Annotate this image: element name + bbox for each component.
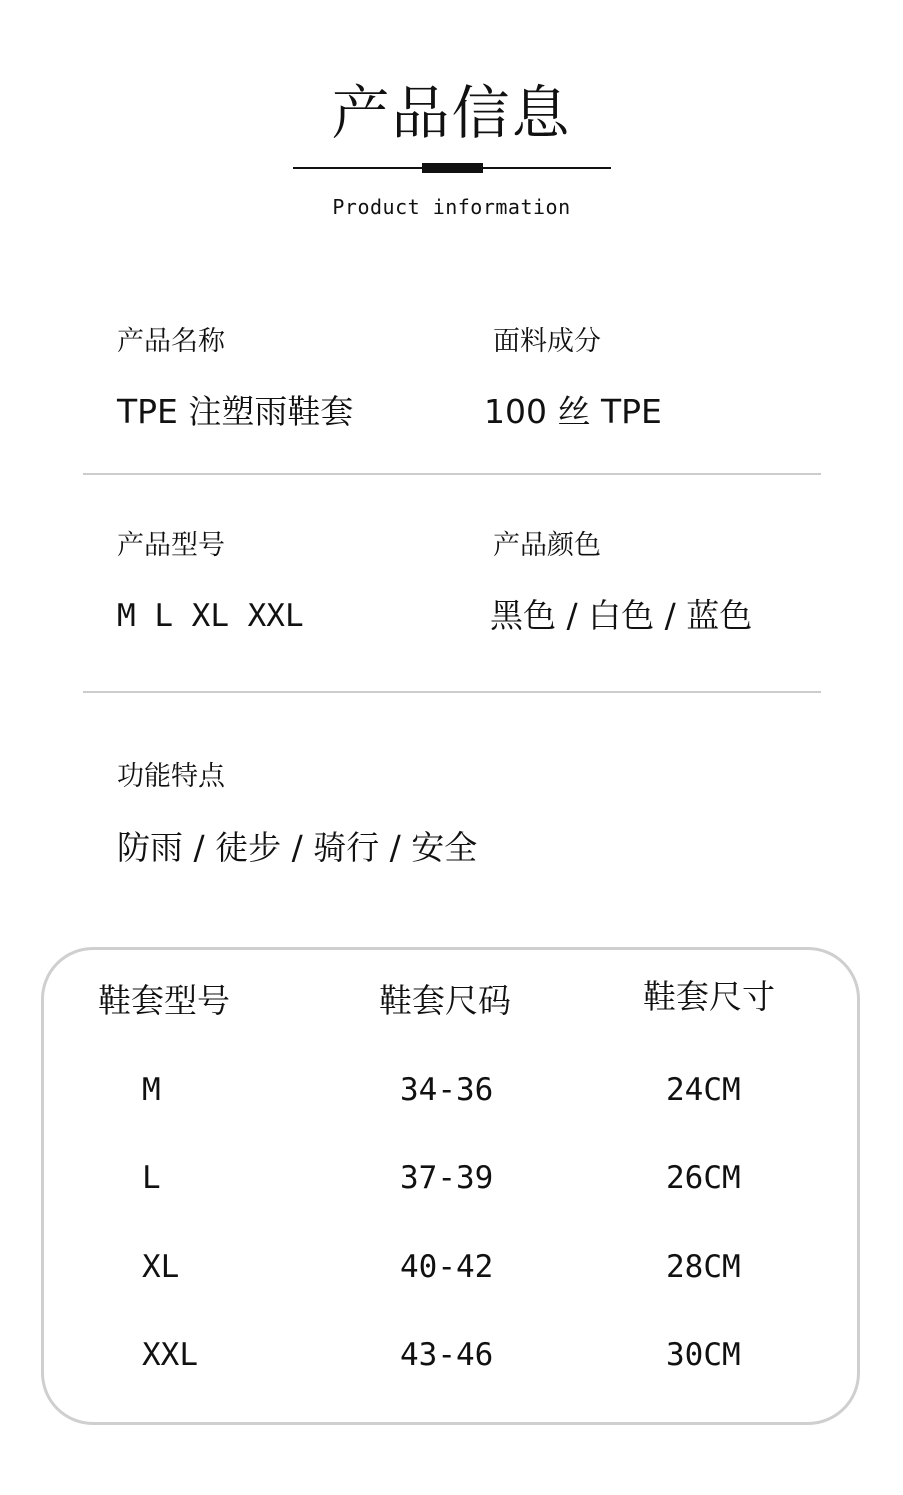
page-title: 产品信息 bbox=[331, 79, 572, 147]
table-cell-length: 28CM bbox=[666, 1249, 741, 1285]
color-value: 黑色 / 白色 / 蓝色 bbox=[490, 596, 753, 635]
table-header-model: 鞋套型号 bbox=[98, 981, 230, 1020]
table-cell-shoe-size: 34-36 bbox=[400, 1072, 494, 1108]
title-divider-accent bbox=[422, 163, 483, 173]
table-cell-model: M bbox=[142, 1072, 161, 1108]
feature-label: 功能特点 bbox=[117, 761, 225, 792]
feature-value: 防雨 / 徒步 / 骑行 / 安全 bbox=[117, 828, 478, 867]
section-divider bbox=[83, 473, 821, 475]
table-cell-model: XXL bbox=[142, 1337, 198, 1373]
material-label: 面料成分 bbox=[493, 326, 601, 357]
table-cell-shoe-size: 37-39 bbox=[400, 1160, 494, 1196]
table-cell-model: XL bbox=[142, 1249, 180, 1285]
section-divider bbox=[83, 691, 821, 693]
material-value: 100 丝 TPE bbox=[484, 392, 662, 431]
table-cell-shoe-size: 40-42 bbox=[400, 1249, 494, 1285]
table-cell-length: 24CM bbox=[666, 1072, 741, 1108]
color-label: 产品颜色 bbox=[493, 530, 601, 561]
table-cell-shoe-size: 43-46 bbox=[400, 1337, 494, 1373]
product-name-value: TPE 注塑雨鞋套 bbox=[117, 392, 354, 431]
product-name-label: 产品名称 bbox=[117, 326, 225, 357]
table-cell-length: 30CM bbox=[666, 1337, 741, 1373]
model-label: 产品型号 bbox=[117, 530, 225, 561]
table-cell-model: L bbox=[142, 1160, 161, 1196]
model-value: M L XL XXL bbox=[117, 598, 304, 634]
table-header-length: 鞋套尺寸 bbox=[643, 977, 775, 1016]
table-header-shoe-size: 鞋套尺码 bbox=[379, 981, 511, 1020]
page-subtitle: Product information bbox=[332, 195, 571, 219]
table-cell-length: 26CM bbox=[666, 1160, 741, 1196]
